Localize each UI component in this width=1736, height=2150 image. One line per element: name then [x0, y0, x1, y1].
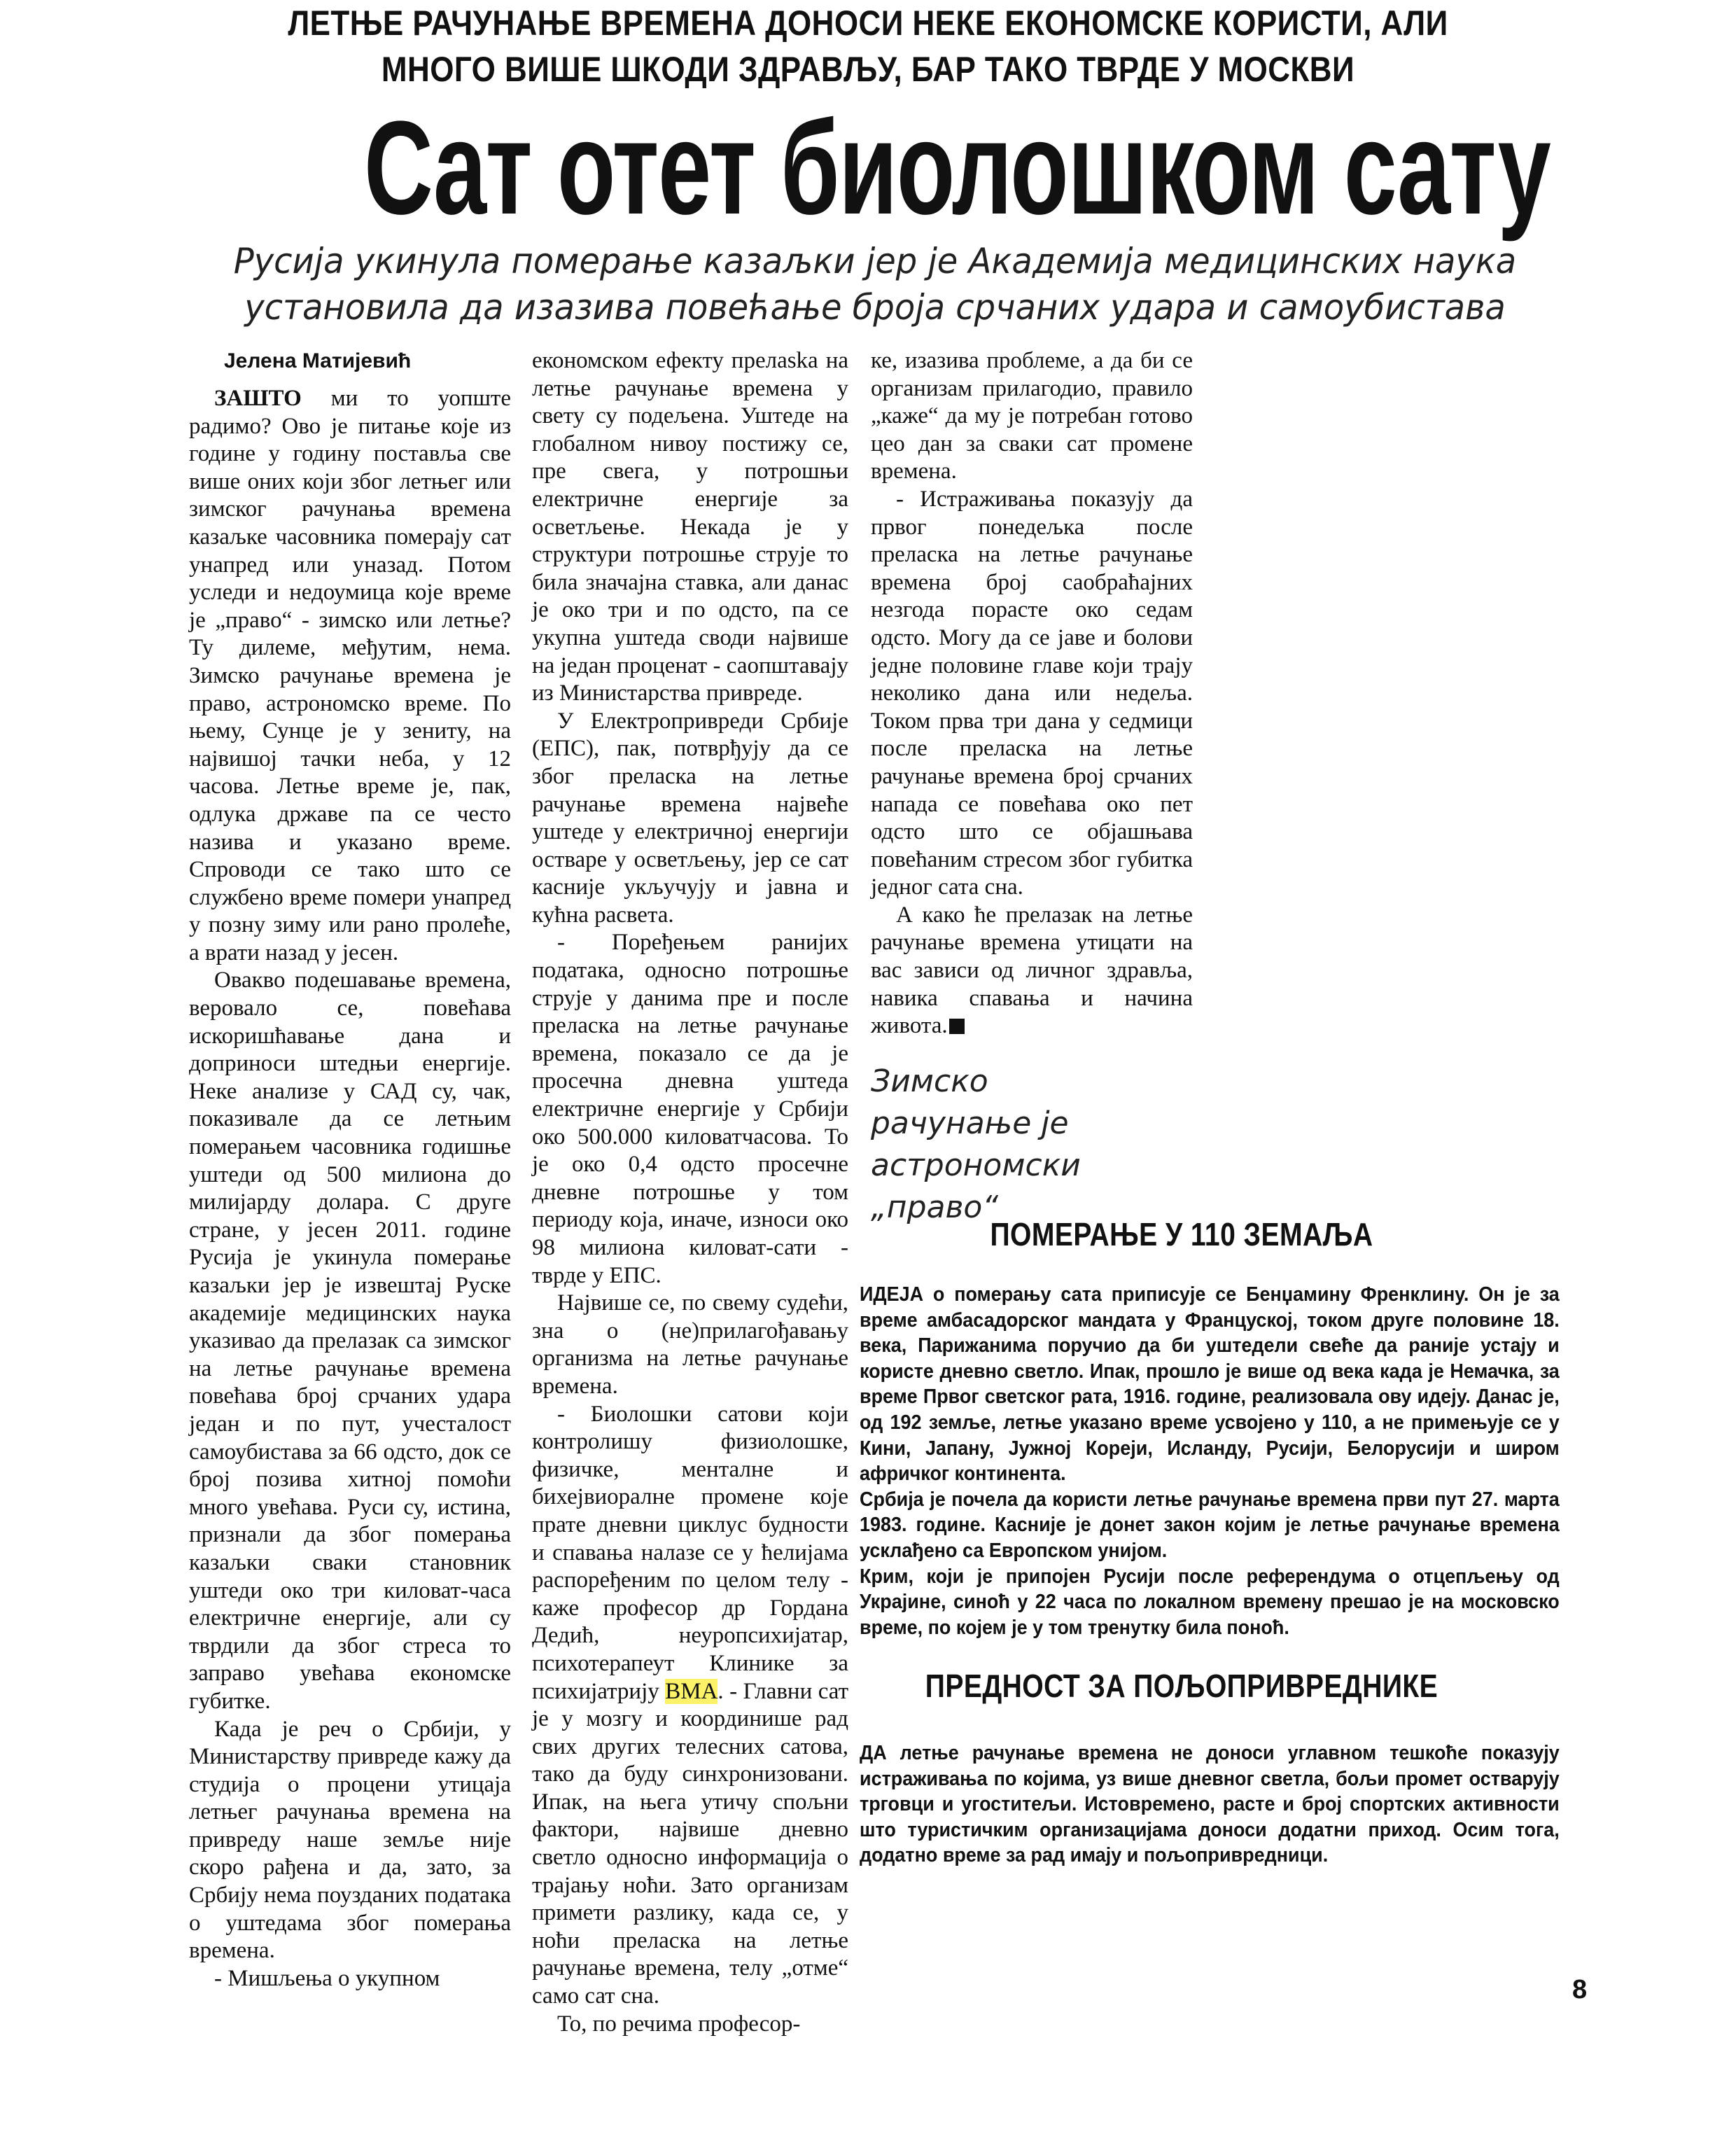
headline: Сат отет биолошком сату: [364, 94, 1550, 242]
byline: Јелена Матијевић: [224, 349, 412, 372]
pull-quote-line: рачунање је: [871, 1105, 1069, 1141]
article-paragraph: Када је реч о Србији, у Министарству привреде кажу да студија о процени утицаја летњег рачунања времена на привреду наше земље није скоро рађена и да, зато, за Србију нема поузданих података о уштедама због померања времена.: [189, 1716, 511, 1964]
article-column-2: [532, 347, 848, 2038]
sidebar-paragraph: ИДЕЈА о померању сата приписује се Бенџамину Френклину. Он је за време амбасадорског мандата у Француској, током друге половине 18. века, Парижанима поручио да би уштедели свеће да раније устају и користе дневно светло. Ипак, прошло је више од века када је Немачка, за време Првог светског рата, 1916. године, реализовала ову идеју. Данас је, од 192 земље, летње указано време усвојено у 110, а не примењује се у Кини, Јапану, Јужној Кореји, Исланду, Русији, Белорусији и широм афричког континента.: [860, 1283, 1560, 1486]
article-paragraph: Највише се, по свему судећи, зна о (не)прилагођавању организма на летње рачунање времена.: [532, 1290, 848, 1399]
page-number: 8: [1572, 1975, 1588, 2004]
kicker-line-1: ЛЕТЊЕ РАЧУНАЊЕ ВРЕМЕНА ДОНОСИ НЕКЕ ЕКОНОМСКЕ КОРИСТИ, АЛИ: [288, 4, 1448, 43]
pull-quote-line: астрономски: [871, 1147, 1081, 1183]
deck-line-2: установила да изазива повећање броја срчаних удара и самоубистава: [244, 287, 1506, 328]
end-of-article-icon: [949, 1019, 965, 1034]
article-paragraph: ЗАШТО ми то уопште радимо? Ово је питање које из године у годину поставља све више оних који због летњег или зимског рачунања времена казаљке часовника померају сат унапред или уназад. Потом уследи и недоумица које време је „право“ - зимско или летње? Ту дилеме, међутим, нема. Зимско рачунање времена је право, астрономско време. По њему, Сунце је у зениту, на највишој тачки неба, у 12 часова. Летње време је, пак, одлука државе па се често назива и указано време. Спроводи се тако што се службено време помери унапред у позну зиму или рано пролеће, а врати назад у јесен.: [189, 386, 511, 965]
kicker: [252, 0, 1484, 92]
pull-quote: [871, 1061, 1165, 1229]
article-paragraph: - Биолошки сатови који контролишу физиолошке, физичке, менталне и бихејвиоралне промене које прате дневни циклус будности и спавања налазе се у ћелијама распоређеним по целом телу - каже професор др Гордана Дедић, неуропсихијатар, психотерапеут Клинике за психијатрију ВМА. - Главни сат је у мозгу и координише рад свих других телесних сатова, тако да буду синхронизовани. Ипак, на њега утичу спољни фактори, највише дневно светло односно информација о трајању ноћи. Зато организам примети разлику, када се, у ноћи преласка на летње рачунање времена, телу „отме“ само сат сна.: [532, 1401, 848, 2009]
sidebar-paragraph: Србија је почела да користи летње рачунање времена први пут 27. марта 1983. године. Касније је донет закон којим је летње рачунање времена усклађено са Европском унијом.: [860, 1488, 1560, 1562]
sidebar-box-countries: [860, 1215, 1560, 1640]
sidebar-heading: ПОМЕРАЊЕ У 110 ЗЕМАЉА: [990, 1216, 1373, 1252]
pull-quote-line: Зимско: [871, 1063, 988, 1099]
article-paragraph: - Мишљења о укупном: [214, 1965, 440, 1991]
highlighted-text: ВМА: [665, 1678, 718, 1704]
article-paragraph: У Електропривреди Србије (ЕПС), пак, потврђују да се због преласка на летње рачунање времена највеће уштеде у електричној енергији остваре у осветљењу, јер се сат касније укључују и јавна и кућна расвета.: [532, 708, 848, 928]
deck-line-1: Русија укинула померање казаљки јер је Академија медицинских наука: [233, 241, 1517, 281]
article-paragraph: А како ће прелазак на летње рачунање времена утицати на вас зависи од личног здравља, навика спавања и начина живота.: [871, 902, 1193, 1039]
article-column-1: [189, 343, 511, 1992]
kicker-line-2: МНОГО ВИШЕ ШКОДИ ЗДРАВЉУ, БАР ТАКО ТВРДЕ У МОСКВИ: [381, 50, 1355, 89]
article-paragraph: економском ефекту прелaska на летње рачунање времена у свету су подељена. Уштеде на глобалном нивоу постижу се, пре свега, у потрошњи електричне енергије за осветљење. Некада је у структури потрошње струје то била значајна ставка, али данас је око три и по одсто, па се укупна уштеда своди највише на један проценат - саопштавају из Министарства привреде.: [532, 348, 848, 706]
sidebar-paragraph: Крим, који је припојен Русији после референдума о отцепљењу од Украјине, синоћ у 22 часа по локалном времену прешао је на московско време, по којем је у том тренутку била поноћ.: [860, 1565, 1560, 1639]
pull-quote-line: „право“: [871, 1189, 999, 1225]
article-paragraph: - Истраживања показују да првог понедељка после преласка на летње рачунање времена број саобраћајних незгода порасте око седам одсто. Могу да се јаве и болови једне половине главе који трају неколико дана или недеља. Током прва три дана у седмици после преласка на летње рачунање времена број срчаних напада се повећава око пет одсто што се објашњава повећаним стресом због губитка једног сата сна.: [871, 486, 1193, 900]
sidebar-box-farmers: [860, 1666, 1560, 1869]
sidebar-paragraph: ДА летње рачунање времена не доноси углавном тешкоће показују истраживања по којима, уз више дневног светла, бољи промет остварују трговци и угоститељи. Истовремено, расте и број спортских активности што туристичким организацијама доноси додатни приход. Осим тога, додатно време за рад имају и пољопривредници.: [860, 1742, 1560, 1867]
article-paragraph: ке, изазива проблеме, а да би се организам прилагодио, правило „каже“ да му је потребан готово цео дан за сваки сат промене времена.: [871, 348, 1193, 484]
article-paragraph: То, по речима професор-: [557, 2011, 801, 2037]
article-paragraph: - Поређењем ранијих података, односно потрошње струје у данима пре и после преласка на летње рачунање времена, показало се да је просечна дневна уштеда електричне енергије у Србији око 500.000 киловатчасова. То је око 0,4 одсто просечне дневне потрошње у том периоду која, иначе, износи око 98 милиона киловат-сати - тврде у ЕПС.: [532, 930, 848, 1288]
article-paragraph: Овакво подешавање времена, веровало се, повећава искоришћавање дана и доприноси штедњи енергије. Неке анализе у САД су, чак, показивале да се летњим померањем часовника годишње уштеди од 500 милиона до милијарду долара. С друге стране, у јесен 2011. године Русија је укинула померање казаљки јер је извештај Руске академије медицинских наука указивао да прелазак са зимског на летње рачунање времена повећава број срчаних удара један и по пут, учесталост самоубистава за 66 одсто, док се број позива хитној помоћи много увећава. Руси су, истина, признали да због померања казаљки сваки становник уштеди око три киловат-часа електричне енергије, али су тврдили да због стреса то заправо увећава економске губитке.: [189, 968, 511, 1714]
deck: [216, 238, 1534, 330]
lead-word: ЗАШТО: [214, 386, 302, 411]
article-column-3: [871, 347, 1193, 1040]
sidebar-heading: ПРЕДНОСТ ЗА ПОЉОПРИВРЕДНИКЕ: [925, 1668, 1438, 1704]
